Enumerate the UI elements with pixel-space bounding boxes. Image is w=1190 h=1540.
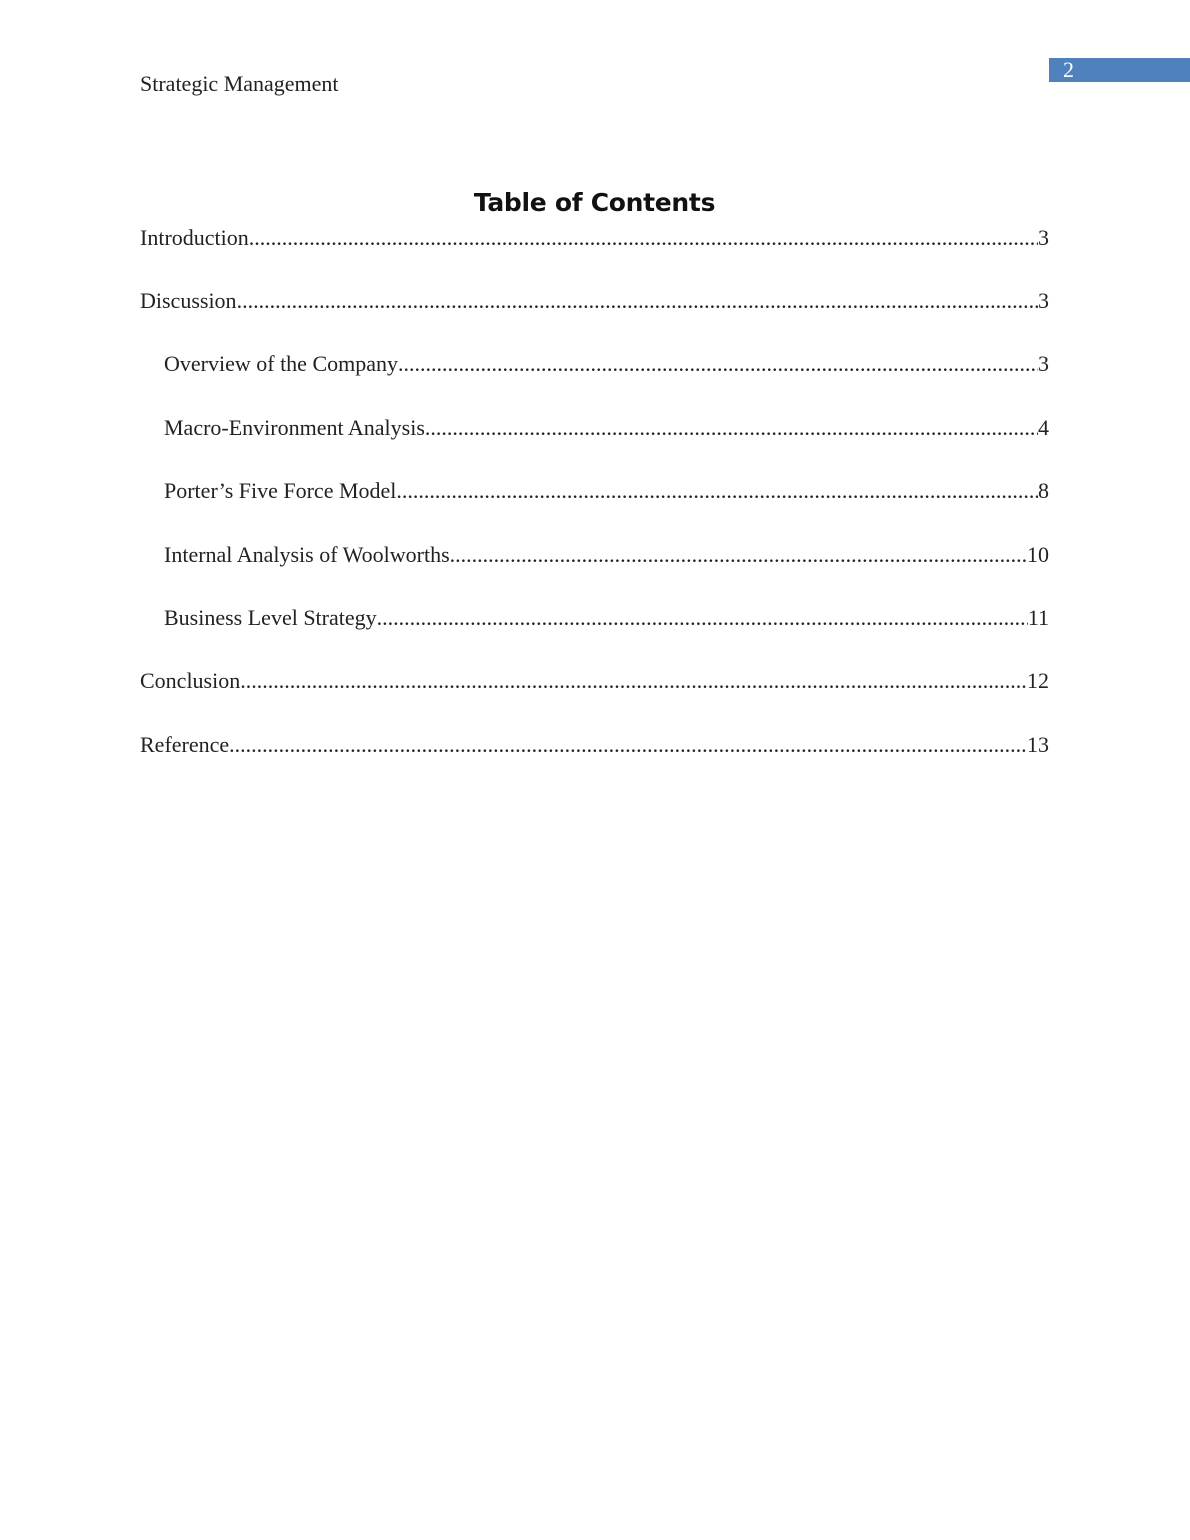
toc-title: Table of Contents xyxy=(473,188,716,217)
toc-entry-label: Overview of the Company xyxy=(164,351,398,376)
toc-entry-label: Introduction xyxy=(140,225,249,250)
toc-entry-overview-of-the-company[interactable] xyxy=(164,350,1049,378)
toc-dot-leader xyxy=(229,731,1027,759)
toc-entry-page: 12 xyxy=(1027,668,1049,693)
toc-entry-label: Porter’s Five Force Model xyxy=(164,478,397,503)
toc-entry-page: 13 xyxy=(1027,732,1049,757)
toc-entry-label: Conclusion xyxy=(140,668,241,693)
toc-dot-leader xyxy=(240,667,1027,695)
toc-dot-leader xyxy=(237,287,1038,315)
toc-entry-business-level-strategy[interactable] xyxy=(164,604,1049,632)
toc-entry-page: 3 xyxy=(1038,351,1049,376)
toc-dot-leader xyxy=(398,350,1038,378)
toc-entry-reference[interactable] xyxy=(140,731,1049,759)
toc-entry-label: Macro-Environment Analysis xyxy=(164,415,425,440)
toc-entry-porters-five-force-model[interactable] xyxy=(164,477,1049,505)
running-header-title: Strategic Management xyxy=(140,71,339,96)
page-number: 2 xyxy=(1063,57,1074,82)
toc-entry-page: 11 xyxy=(1027,605,1049,630)
toc-entry-internal-analysis-of-woolworths[interactable] xyxy=(164,541,1049,569)
toc-entry-discussion[interactable] xyxy=(140,287,1049,315)
toc-entry-conclusion[interactable] xyxy=(140,667,1049,695)
toc-entry-page: 3 xyxy=(1038,225,1049,250)
toc-dot-leader xyxy=(425,414,1038,442)
toc-dot-leader xyxy=(450,541,1027,569)
toc-entry-introduction[interactable] xyxy=(140,224,1049,252)
toc-entry-label: Reference xyxy=(140,732,230,757)
toc-dot-leader xyxy=(377,604,1028,632)
toc-entry-label: Business Level Strategy xyxy=(164,605,377,630)
toc-dot-leader xyxy=(396,477,1038,505)
toc-dot-leader xyxy=(249,224,1038,252)
toc-entry-page: 3 xyxy=(1038,288,1049,313)
page-number-badge xyxy=(1049,58,1190,82)
toc-entry-page: 4 xyxy=(1038,415,1049,440)
toc-entry-macro-environment-analysis[interactable] xyxy=(164,414,1049,442)
toc-entry-label: Internal Analysis of Woolworths xyxy=(164,542,450,567)
toc-entry-page: 8 xyxy=(1038,478,1049,503)
toc-entry-label: Discussion xyxy=(140,288,237,313)
toc-entry-page: 10 xyxy=(1027,542,1049,567)
